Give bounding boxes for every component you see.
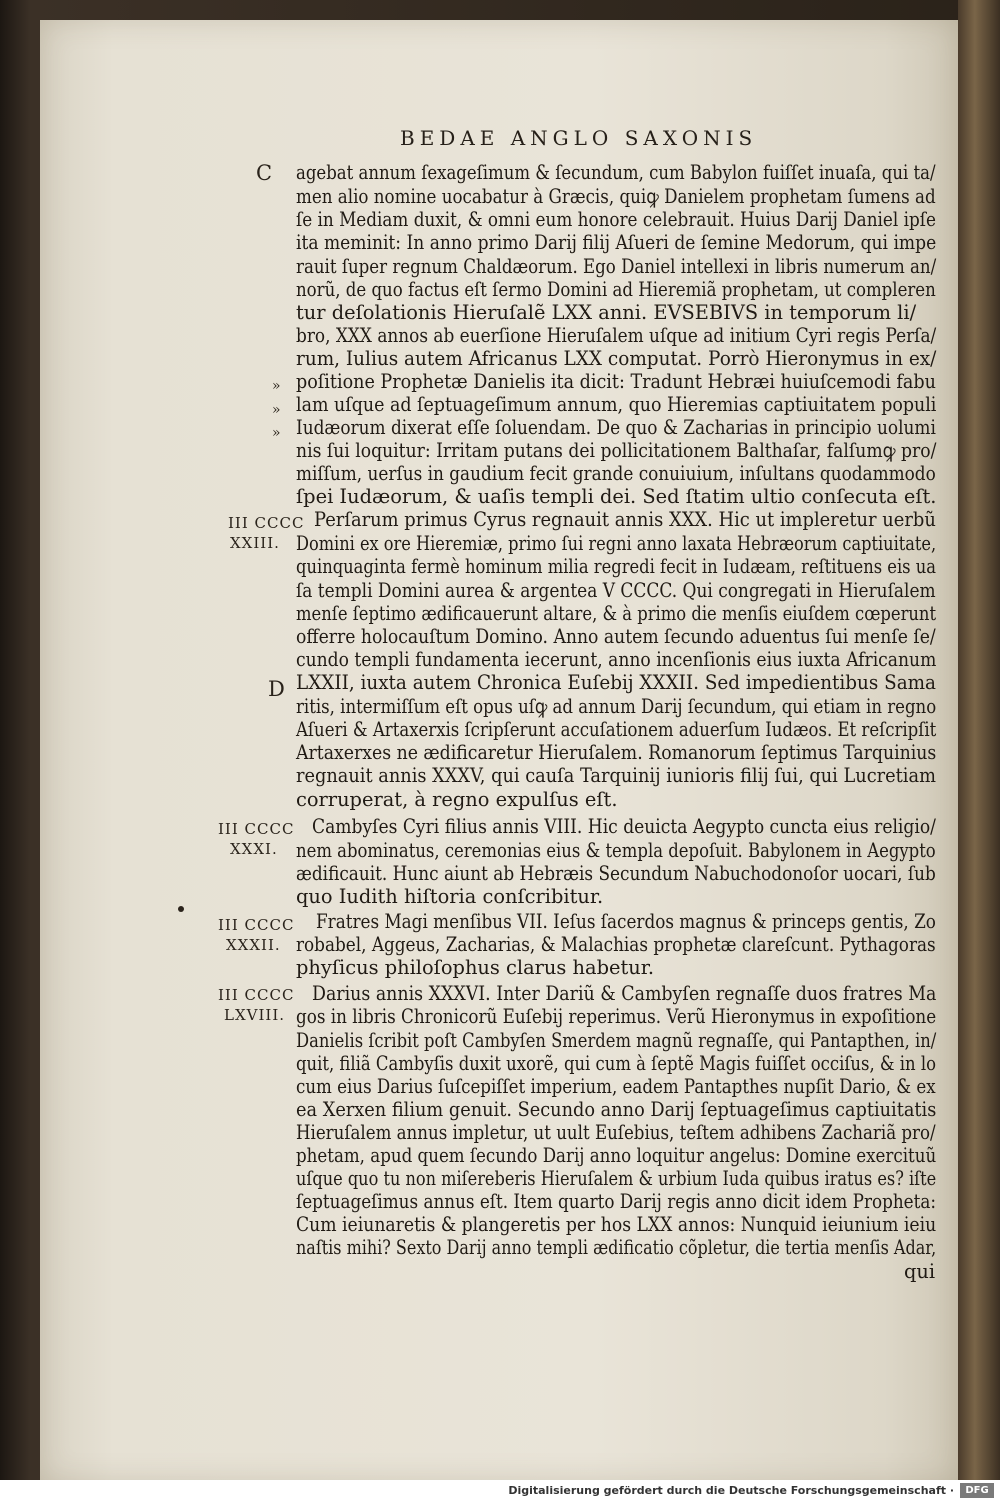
text-line: LXXII, iuxta autem Chronica Euſebij XXXII. Sed impedientibus Sama — [296, 671, 936, 694]
text-line: uſque quo tu non miſereberis Hieruſalem & urbium Iuda quibus iratus es? iſte — [296, 1167, 937, 1190]
text-line: Aſueri & Artaxerxis ſcripſerunt accuſationem aduerſum Iudæos. Et reſcripſit — [296, 718, 937, 741]
text-line: bro, XXX annos ab euerſione Hieruſalem uſque ad initium Cyri regis Perſa/ — [296, 324, 937, 347]
text-line: Cum ieiunaretis & plangeretis per hos LXX annos: Nunquid ieiunium ieiu — [296, 1213, 937, 1236]
margin-year: XXIII. — [230, 534, 280, 552]
quote-mark: » — [272, 378, 282, 394]
text-line: rauit ſuper regnum Chaldæorum. Ego Daniel intellexi in libris numerum an/ — [296, 255, 937, 278]
text-line: nem abominatus, ceremonias eius & templa depoſuit. Babylonem in Aegypto — [296, 839, 936, 862]
margin-year: XXXI. — [230, 840, 278, 858]
margin-year: III CCCC — [218, 916, 295, 934]
text-line: lam uſque ad ſeptuageſimum annum, quo Hieremias captiuitatem populi — [296, 393, 937, 416]
text-line: offerre holocauſtum Domino. Anno autem ſecundo aduentus ſui menſe ſe/ — [296, 625, 936, 648]
text-line: ædificauit. Hunc aiunt ab Hebræis Secundum Nabuchodonoſor uocari, ſub — [296, 862, 936, 885]
text-line: poſitione Prophetæ Danielis ita dicit: Tradunt Hebræi huiuſcemodi fabu — [296, 370, 936, 393]
text-line: Cambyſes Cyri filius annis VIII. Hic deuicta Aegypto cuncta eius religio/ — [312, 815, 936, 838]
text-line: Hieruſalem annus impletur, ut uult Euſebius, teſtem adhibens Zachariã pro/ — [296, 1121, 936, 1144]
footer-bar — [0, 1480, 1000, 1502]
text-line: agebat annum ſexageſimum & ſecundum, cum Babylon fuiſſet inuaſa, qui ta/ — [296, 161, 936, 184]
margin-year: LXVIII. — [224, 1006, 286, 1024]
text-line: ea Xerxen filium genuit. Secundo anno Darij ſeptuageſimus captiuitatis — [296, 1098, 937, 1121]
text-line: quo Iudith hiſtoria conſcribitur. — [296, 885, 604, 908]
footer-credit: Digitalisierung gefördert durch die Deutsche Forschungsgemeinschaft · — [508, 1484, 954, 1497]
text-line: ſeptuageſimus annus eſt. Item quarto Darij regis anno dicit idem Propheta: — [296, 1190, 937, 1213]
text-line: quit, filiã Cambyſis duxit uxorẽ, qui cum à ſeptẽ Magis fuiſſet occiſus, & in lo — [296, 1052, 936, 1075]
text-line: ita meminit: In anno primo Darij filij Aſueri de ſemine Medorum, qui impe — [296, 231, 937, 254]
text-line: ritis, intermiſſum eſt opus uſꝙ ad annum Darij ſecundum, qui etiam in regno — [296, 695, 937, 718]
text-line: men alio nomine uocabatur à Græcis, quiꝙ Danielem prophetam ſumens ad — [296, 185, 936, 208]
text-line: Fratres Magi menſibus VII. Ieſus ſacerdos magnus & princeps gentis, Zo — [316, 910, 936, 933]
text-line: Artaxerxes ne ædificaretur Hieruſalem. Romanorum ſeptimus Tarquinius — [296, 741, 937, 764]
text-line: Danielis ſcribit poſt Cambyſen Smerdem magnũ regnaſſe, qui Pantapthen, in/ — [296, 1029, 937, 1052]
text-line: regnauit annis XXXV, qui cauſa Tarquinij iunioris filij ſui, qui Lucretiam — [296, 764, 936, 787]
quote-mark: » — [272, 402, 282, 418]
margin-year: XXXII. — [226, 936, 281, 954]
text-line: nis ſui loquitur: Irritam putans dei pollicitationem Balthaſar, falſumꝙ pro/ — [296, 439, 937, 462]
text-line: corruperat, à regno expulſus eſt. — [296, 788, 618, 811]
text-line: cum eius Darius ſuſcepiſſet imperium, eadem Pantapthes nupſit Dario, & ex — [296, 1075, 936, 1098]
text-line: Perſarum primus Cyrus regnauit annis XXX. Hic ut impleretur uerbũ — [314, 508, 936, 531]
margin-year: III CCCC — [218, 986, 295, 1004]
text-line: Iudæorum dixerat eſſe ſoluendam. De quo & Zacharias in principio uolumi — [296, 416, 936, 439]
running-header: BEDAE ANGLO SAXONIS — [400, 126, 758, 150]
text-line: norũ, de quo factus eſt ſermo Domini ad Hieremiã prophetam, ut compleren — [296, 278, 936, 301]
text-line: menſe ſeptimo ædificauerunt altare, & à primo die menſis eiuſdem cœperunt — [296, 602, 937, 625]
text-line: tur deſolationis Hieruſalẽ LXX anni. EVSEBIVS in temporum li/ — [296, 301, 917, 324]
text-line: phetam, apud quem ſecundo Darij anno loquitur angelus: Domine exercituũ — [296, 1144, 937, 1167]
text-line: gos in libris Chronicorũ Euſebij reperimus. Verũ Hieronymus in expoſitione — [296, 1005, 937, 1028]
margin-year: III CCCC — [218, 820, 295, 838]
text-line: miſſum, uerſus in gaudium fecit grande conuiuium, inſultans quodammodo — [296, 462, 936, 485]
text-line: ſa templi Domini aurea & argentea V CCCC. Qui congregati in Hieruſalem — [296, 579, 936, 602]
margin-year: III CCCC — [228, 514, 305, 532]
text-line: Domini ex ore Hieremiæ, primo ſui regni anno laxata Hebræorum captiuitate, — [296, 532, 937, 555]
text-line: rum, Iulius autem Africanus LXX computat. Porrò Hieronymus in ex/ — [296, 347, 937, 370]
dfg-logo: DFG — [960, 1483, 994, 1498]
book-edge-right — [958, 0, 1000, 1480]
text-line: ſpei Iudæorum, & uaſis templi dei. Sed ſtatim ultio conſecuta eſt. — [296, 485, 937, 508]
text-line: quinquaginta fermè hominum milia regredi fecit in Iudæam, reſtituens eis ua — [296, 555, 936, 578]
ink-spot — [178, 906, 184, 912]
quote-mark: » — [272, 425, 282, 441]
text-line: ſe in Mediam duxit, & omni eum honore celebrauit. Huius Darij Daniel ipſe — [296, 208, 936, 231]
margin-letter-c: C — [256, 161, 274, 185]
text-line: cundo templi fundamenta iecerunt, anno incenſionis eius iuxta Africanum — [296, 648, 937, 671]
text-line: Darius annis XXXVI. Inter Dariũ & Cambyſen regnaſſe duos fratres Ma — [312, 982, 937, 1005]
text-line: robabel, Aggeus, Zacharias, & Malachias prophetæ clareſcunt. Pythagoras — [296, 933, 936, 956]
margin-letter-d: D — [268, 677, 286, 701]
text-line: naſtis mihi? Sexto Darij anno templi ædificatio cõpletur, die tertia menſis Adar, — [296, 1236, 937, 1259]
text-line: qui — [904, 1260, 936, 1283]
text-line: phyſicus philoſophus clarus habetur. — [296, 956, 655, 979]
